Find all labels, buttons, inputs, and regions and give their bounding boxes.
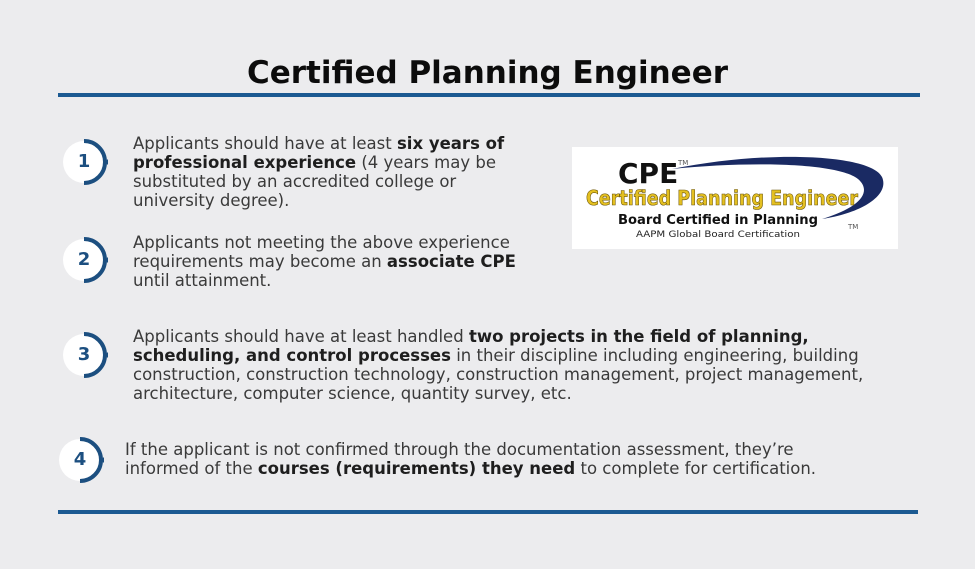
step-4-number: 4 — [73, 449, 87, 470]
page-title: Certified Planning Engineer — [246, 55, 729, 91]
logo-subtitle: Board Certified in Planning — [618, 213, 818, 228]
cpe-logo — [572, 147, 898, 249]
step-4-text: If the applicant is not confirmed through the documentation assessment, they’re informed of the courses (requirements) they need to complete for certification. — [125, 440, 817, 478]
cpe-logo-graphic — [572, 147, 898, 249]
step-1-badge — [60, 138, 108, 186]
logo-board: AAPM Global Board Certification — [636, 230, 800, 240]
step-2-badge — [60, 236, 108, 284]
logo-tm-bottom: TM — [848, 223, 859, 231]
step-1-text: Applicants should have at least six years of professional experience (4 years may be substituted by an accredited college or university degree). — [133, 134, 505, 210]
step-2-text: Applicants not meeting the above experience requirements may become an associate CPE until attainment. — [133, 233, 516, 290]
step-4-badge — [56, 436, 104, 484]
logo-tm-top: TM — [678, 159, 689, 167]
logo-name: Certified Planning Engineer — [586, 186, 859, 210]
step-3-number: 3 — [77, 344, 91, 365]
step-2-number: 2 — [77, 249, 91, 270]
logo-abbrev: CPE — [618, 157, 679, 190]
step-1-number: 1 — [77, 151, 91, 172]
step-3-badge — [60, 331, 108, 379]
step-3-text: Applicants should have at least handled two projects in the field of planning, scheduling, and control processes in their discipline including engineering, building construction, construction technology, construction management, project management, architecture, computer science, quantity survey, etc. — [133, 327, 864, 403]
bottom-divider — [58, 510, 918, 514]
title-divider — [58, 93, 920, 97]
